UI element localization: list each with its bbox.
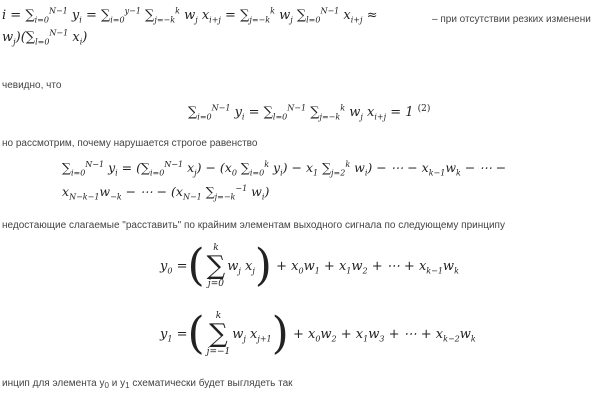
equation-2: $\sum_{i=0}^{N-1}$ $y_i = \sum_{l=0}^{N-1}$ $\sum_{j=-k}^k$ $w_j$ $x_{i+j} = 1$ $^{(2)}$ xyxy=(188,103,431,122)
eq-top-line-2: $w_j)(\sum_{l=0}^{N-1}$ $x_i$) xyxy=(2,28,88,47)
expansion-line-2: $x_{N-k-1}w_{-k}$ − ⋯ − ($x_{N-1}$ $\sum_{j=-k}^{-1}$ $w_i$) xyxy=(62,183,270,202)
text-distribute: недостающие слагаемые "расставить" по крайним элементам выходного сигнала по следующему принципу xyxy=(2,220,505,231)
eq2-label: (2) xyxy=(417,104,431,114)
equation-y0: $y_0$ = ( k ∑ j=0 $w_j$ $x_j$ ) + $x_0w_1 + x_1w_2$ + ⋯ + $x_{k-1}w_k$ xyxy=(160,240,459,291)
eq-top-line: $i = \sum_{i=0}^{N-1}$ $y_i = \sum_{i=0}^{y-1}$ $\sum_{j=-k}^k$ $w_j$ $x_{i+j} = \sum_{j=-k}^k$ $w_j$ $\sum_{l=0}^{N-1}$ $x_{i+j}$ ≈ xyxy=(2,6,378,25)
text-principle: инцип для элемента $y_0$ и $y_1$ схематически будет выглядеть так xyxy=(2,378,293,390)
text-obviously: чевидно, что xyxy=(2,80,62,91)
text-consider: но рассмотрим, почему нарушается строгое равенство xyxy=(2,138,258,149)
equation-y1: $y_1$ = ( k ∑ j=−1 $w_j$ $x_{j+1}$ ) + $x_0w_2 + x_1w_3$ + ⋯ + $x_{k-2}w_k$ xyxy=(160,308,476,359)
header-note: – при отсутствии резких изменени xyxy=(432,14,591,25)
expansion-line-1: $\sum_{i=0}^{N-1}$ $y_i = (\sum_{i=0}^{N-1}$ $x_j) - (x_0$ $\sum_{i=0}^k$ $y_i) - x_1$ $\sum_{j=2}^k$ $w_i$) − ⋯ − $x_{k-1}w_k$ − ⋯ − xyxy=(62,159,507,178)
